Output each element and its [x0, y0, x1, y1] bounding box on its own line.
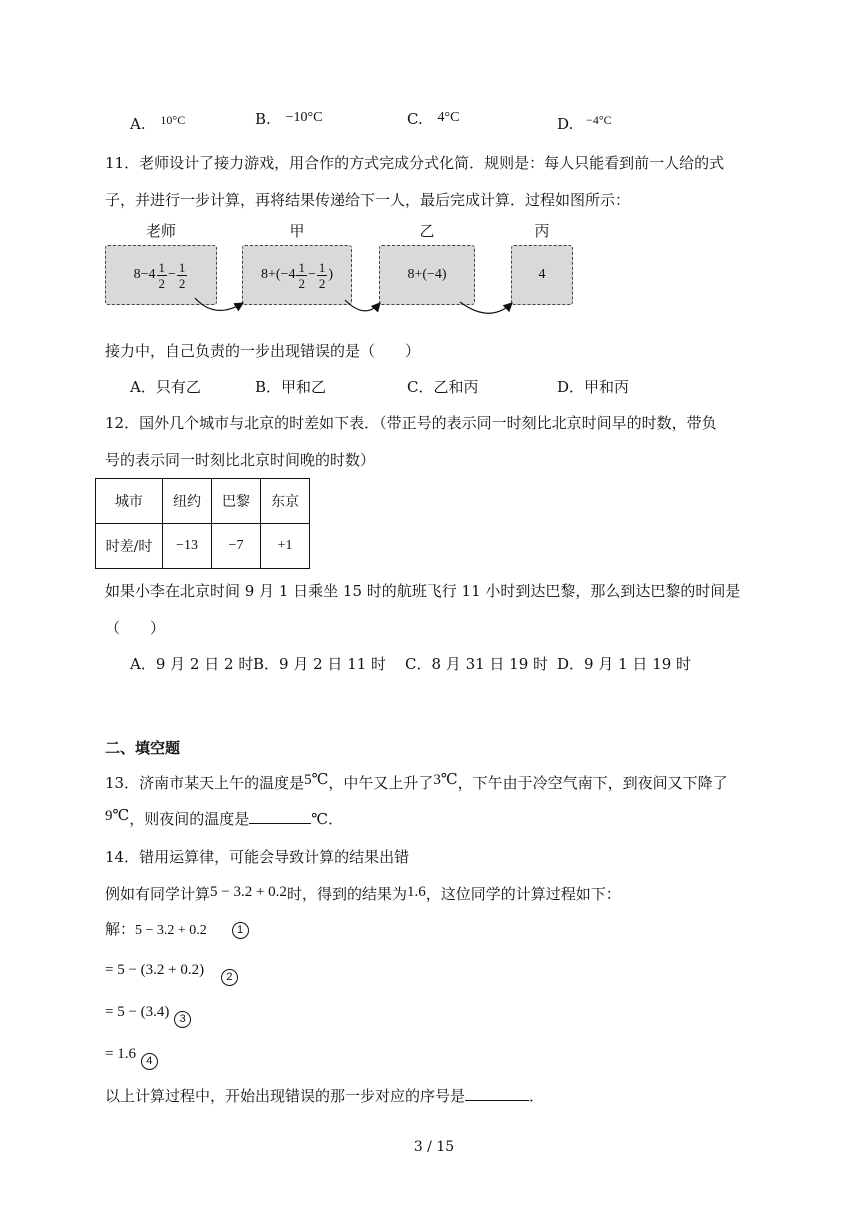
table-header-row: [96, 479, 310, 524]
q14-question: 以上计算过程中，开始出现错误的那一步对应的序号是 ．: [105, 1087, 545, 1105]
solution-step-1: 解：5 − 3.2 + 0.2 1: [105, 918, 249, 939]
box-teacher: 8−4 $\frac{1}{2}$ − $\frac{1}{2}$: [105, 245, 217, 305]
q11-option-b: B．甲和乙: [255, 378, 327, 396]
table-cell: 城市: [96, 479, 163, 524]
table-cell: −13: [163, 524, 212, 569]
box-jia: 8+(−4 $\frac{1}{2}$ − $\frac{1}{2}$ ): [242, 245, 352, 305]
table-cell: +1: [261, 524, 310, 569]
label-teacher: 老师: [145, 222, 176, 240]
q11-option-d: D．甲和丙: [557, 378, 630, 396]
q11-option-c: C．乙和丙: [407, 378, 479, 396]
arrow-teacher-to-jia: [195, 298, 243, 310]
step-number-circle: 2: [221, 969, 238, 986]
q13-answer-blank[interactable]: [249, 823, 311, 824]
page-number: 3 / 15: [413, 1139, 455, 1155]
q14-line2: 例如有同学计算5 − 3.2 + 0.2时，得到的结果为1.6，这位同学的计算过程如下：: [105, 884, 621, 903]
table-row: [96, 524, 310, 569]
step-number-circle: 3: [174, 1011, 191, 1028]
solution-step-4: = 1.6 4: [105, 1044, 158, 1070]
time-difference-table: [95, 478, 310, 569]
step-number-circle: 1: [232, 922, 249, 939]
q12-stem-line1: 12．国外几个城市与北京的时差如下表．（带正号的表示同一时刻比北京时间早的时数，带负: [105, 414, 717, 432]
q11-stem-line2: 子，并进行一步计算，再将结果传递给下一人，最后完成计算．过程如图所示：: [105, 191, 631, 209]
q12-option-a: A．9 月 2 日 2 时: [130, 655, 254, 673]
q14-answer-blank[interactable]: [465, 1100, 529, 1101]
table-cell: 纽约: [163, 479, 212, 524]
table-cell: −7: [212, 524, 261, 569]
q12-question-line2: （ ）: [105, 619, 166, 637]
q12-stem-line2: 号的表示同一时刻比北京时间晚的时数）: [105, 451, 376, 469]
relay-arrows: [0, 0, 868, 340]
q10-option-b: B. −10°C: [255, 110, 323, 128]
q14-line1: 14．错用运算律，可能会导致计算的结果出错: [105, 848, 410, 866]
table-cell: 巴黎: [212, 479, 261, 524]
label-bing: 丙: [534, 222, 550, 240]
q10-option-c: C. 4°C: [407, 110, 460, 128]
label-yi: 乙: [419, 222, 435, 240]
q13-line1: 13．济南市某天上午的温度是5℃，中午又上升了3℃，下午由于冷空气南下，到夜间又下降了: [105, 772, 728, 792]
box-yi: 8+(−4): [379, 245, 475, 305]
q12-option-c: C．8 月 31 日 19 时: [405, 655, 549, 673]
solution-step-2: = 5 − (3.2 + 0.2) 2: [105, 960, 238, 986]
arrow-yi-to-bing: [460, 302, 512, 313]
step-number-circle: 4: [141, 1053, 158, 1070]
box-bing: 4: [511, 245, 573, 305]
q10-option-a: A. $^{10^\circ C}$: [130, 113, 186, 133]
q10-option-d: D. $^{-4^\circ C}$: [557, 113, 612, 133]
q11-option-a: A．只有乙: [130, 378, 201, 396]
q12-option-b: B．9 月 2 日 11 时: [253, 655, 387, 673]
q13-line2: 9℃，则夜间的温度是 ℃．: [105, 808, 344, 828]
q11-question: 接力中，自己负责的一步出现错误的是（ ）: [105, 342, 421, 360]
q12-option-d: D．9 月 1 日 19 时: [557, 655, 692, 673]
solution-step-3: = 5 − (3.4) 3: [105, 1002, 191, 1028]
label-jia: 甲: [289, 222, 305, 240]
table-cell: 东京: [261, 479, 310, 524]
arrow-jia-to-yi: [345, 300, 380, 311]
table-cell: 时差/时: [96, 524, 163, 569]
q11-stem-line1: 11．老师设计了接力游戏，用合作的方式完成分式化简．规则是：每人只能看到前一人给的式: [105, 154, 725, 172]
section-title-fill-in: 二、填空题: [105, 739, 181, 757]
q12-question-line1: 如果小李在北京时间 9 月 1 日乘坐 15 时的航班飞行 11 小时到达巴黎，那么到达巴黎的时间是: [105, 582, 741, 600]
